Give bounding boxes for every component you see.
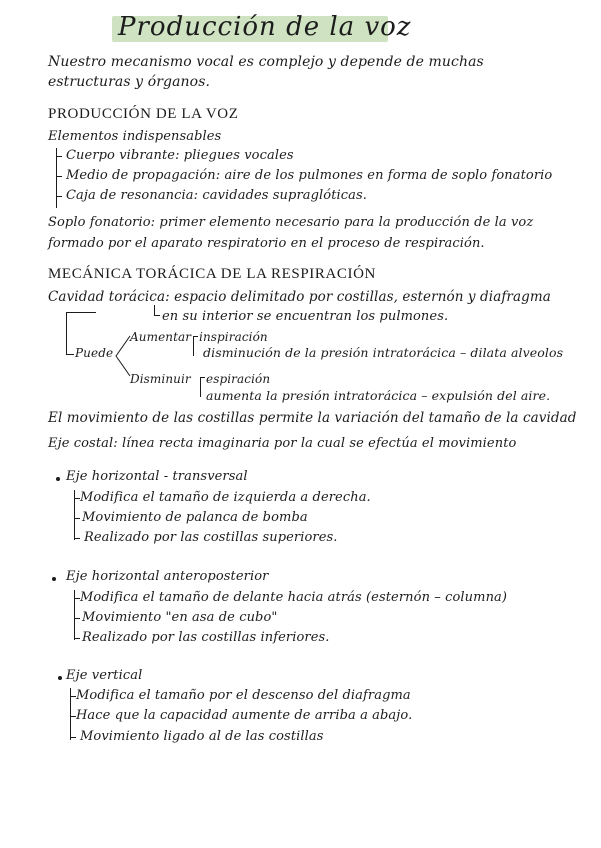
eje-item: Modifica el tamaño por el descenso del diafragma xyxy=(76,688,411,703)
section-heading-produccion: PRODUCCIÓN DE LA VOZ xyxy=(48,106,239,122)
disminuir-label: Disminuir xyxy=(130,372,191,386)
puede-label: Puede xyxy=(75,346,114,360)
element-item: Caja de resonancia: cavidades supraglóticas. xyxy=(66,188,368,203)
bracket-line xyxy=(56,148,57,208)
intro-line-1: Nuestro mecanismo vocal es complejo y depende de muchas xyxy=(48,54,484,70)
eje-item: Movimiento ligado al de las costillas xyxy=(80,729,324,744)
disminucion-line: disminución de la presión intratorácica – dilata alveolos xyxy=(203,345,564,360)
bullet-dot xyxy=(56,477,60,481)
elements-subheading: Elementos indispensables xyxy=(48,129,222,144)
espiracion-label: espiración xyxy=(206,372,271,386)
branch-brace-icon xyxy=(112,334,132,378)
eje-item: Hace que la capacidad aumente de arriba a abajo. xyxy=(76,708,413,723)
soplo-line-2: formado por el aparato respiratorio en el proceso de respiración. xyxy=(48,236,485,251)
interior-line: en su interior se encuentran los pulmones. xyxy=(162,309,449,324)
eje-title: Eje vertical xyxy=(66,668,143,683)
soplo-line-1: Soplo fonatorio: primer elemento necesario para la producción de la voz xyxy=(48,215,534,230)
aumentar-label: Aumentar xyxy=(130,330,192,344)
element-item: Medio de propagación: aire de los pulmones en forma de soplo fonatorio xyxy=(66,168,553,183)
eje-item: Modifica el tamaño de izquierda a derecha. xyxy=(80,490,371,505)
eje-item: Realizado por las costillas inferiores. xyxy=(82,630,330,645)
aumenta-line: aumenta la presión intratorácica – expulsión del aire. xyxy=(206,388,551,403)
eje-item: Movimiento "en asa de cubo" xyxy=(82,610,278,625)
eje-item: Realizado por las costillas superiores. xyxy=(84,530,338,545)
eje-costal-line: Eje costal: línea recta imaginaria por la cual se efectúa el movimiento xyxy=(48,436,517,451)
intro-line-2: estructuras y órganos. xyxy=(48,74,211,90)
movimiento-line: El movimiento de las costillas permite la variación del tamaño de la cavidad xyxy=(48,410,577,426)
inspiracion-label: inspiración xyxy=(199,330,268,344)
bullet-dot xyxy=(58,676,62,680)
eje-title: Eje horizontal anteroposterior xyxy=(66,569,269,584)
page-title: Producción de la voz xyxy=(118,12,412,42)
bullet-dot xyxy=(52,577,56,581)
eje-item: Modifica el tamaño de delante hacia atrás (esternón – columna) xyxy=(80,590,508,605)
eje-item: Movimiento de palanca de bomba xyxy=(82,510,308,525)
cavidad-line: Cavidad torácica: espacio delimitado por costillas, esternón y diafragma xyxy=(48,289,551,305)
element-item: Cuerpo vibrante: pliegues vocales xyxy=(66,148,294,163)
eje-title: Eje horizontal - transversal xyxy=(66,469,248,484)
section-heading-mecanica: MECÁNICA TORÁCICA DE LA RESPIRACIÓN xyxy=(48,266,376,282)
